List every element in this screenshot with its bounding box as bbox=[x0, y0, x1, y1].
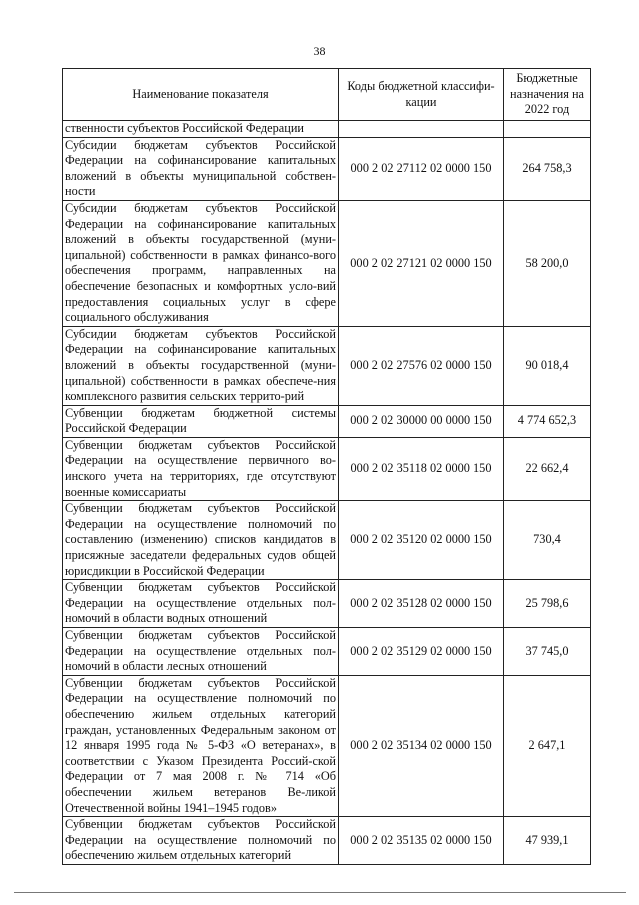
header-code: Коды бюджетной классифи-кации bbox=[339, 69, 504, 121]
row-code: 000 2 02 27121 02 0000 150 bbox=[339, 200, 504, 326]
row-value: 25 798,6 bbox=[504, 580, 591, 628]
row-name: Субвенции бюджетам субъектов Российской Федерации на осуществление полномочий по обеспечению жильем отдельных категорий граждан, установленных Федеральным законом от 12 января 1995 года № 5-ФЗ «О ветеранах», в соответствии с Указом Президента Россий-ской Федерации от 7 мая 2008 г. № 714 «Об обеспечении жильем ветеранов Ве-ликой Отечественной войны 1941–1945 годов» bbox=[63, 675, 339, 816]
row-name: Субвенции бюджетам субъектов Российской Федерации на осуществление отдельных пол-номочий в области водных отношений bbox=[63, 580, 339, 628]
row-value: 264 758,3 bbox=[504, 137, 591, 200]
row-value: 22 662,4 bbox=[504, 437, 591, 500]
table-row bbox=[63, 817, 591, 865]
table-row bbox=[63, 200, 591, 326]
row-name: Субсидии бюджетам субъектов Российской Федерации на софинансирование капитальных вложений в объекты государственной (муни-ципальной) собственности в рамках обеспече-ния комплексного развития сельских террито-рий bbox=[63, 326, 339, 405]
row-value: 47 939,1 bbox=[504, 817, 591, 865]
row-name: Субсидии бюджетам субъектов Российской Федерации на софинансирование капитальных вложений в объекты государственной (муни-ципальной) собственности в рамках финансо-вого обеспечения программ, направленных на обеспечение безопасных и комфортных усло-вий предоставления социальных услуг в сфере социального обслуживания bbox=[63, 200, 339, 326]
row-value: 90 018,4 bbox=[504, 326, 591, 405]
row-name: ственности субъектов Российской Федерации bbox=[63, 121, 339, 138]
row-value: 730,4 bbox=[504, 501, 591, 580]
row-code: 000 2 02 35129 02 0000 150 bbox=[339, 628, 504, 676]
table-row bbox=[63, 121, 591, 138]
row-code: 000 2 02 35120 02 0000 150 bbox=[339, 501, 504, 580]
row-code: 000 2 02 27112 02 0000 150 bbox=[339, 137, 504, 200]
table-row bbox=[63, 628, 591, 676]
table-row bbox=[63, 405, 591, 437]
row-value bbox=[504, 121, 591, 138]
header-value: Бюджетные назначения на 2022 год bbox=[504, 69, 591, 121]
table-row bbox=[63, 675, 591, 816]
row-value: 4 774 652,3 bbox=[504, 405, 591, 437]
row-name: Субвенции бюджетам бюджетной системы Российской Федерации bbox=[63, 405, 339, 437]
row-code: 000 2 02 27576 02 0000 150 bbox=[339, 326, 504, 405]
header-name: Наименование показателя bbox=[63, 69, 339, 121]
row-value: 37 745,0 bbox=[504, 628, 591, 676]
row-value: 2 647,1 bbox=[504, 675, 591, 816]
row-name: Субвенции бюджетам субъектов Российской Федерации на осуществление полномочий по составлению (изменению) списков кандидатов в присяжные заседатели федеральных судов общей юрисдикции в Российской Федерации bbox=[63, 501, 339, 580]
row-value: 58 200,0 bbox=[504, 200, 591, 326]
table-row bbox=[63, 326, 591, 405]
table-row bbox=[63, 501, 591, 580]
row-code: 000 2 02 35135 02 0000 150 bbox=[339, 817, 504, 865]
table-row bbox=[63, 137, 591, 200]
row-name: Субвенции бюджетам субъектов Российской Федерации на осуществление полномочий по обеспечению жильем отдельных категорий bbox=[63, 817, 339, 865]
row-name: Субвенции бюджетам субъектов Российской Федерации на осуществление отдельных пол-номочий в области лесных отношений bbox=[63, 628, 339, 676]
row-name: Субвенции бюджетам субъектов Российской Федерации на осуществление первичного во-инского учета на территориях, где отсутствуют военные комиссариаты bbox=[63, 437, 339, 500]
page-number: 38 bbox=[313, 44, 326, 58]
row-code bbox=[339, 121, 504, 138]
row-code: 000 2 02 30000 00 0000 150 bbox=[339, 405, 504, 437]
row-code: 000 2 02 35128 02 0000 150 bbox=[339, 580, 504, 628]
footer-rule bbox=[14, 892, 626, 893]
header-row bbox=[63, 69, 591, 121]
row-code: 000 2 02 35134 02 0000 150 bbox=[339, 675, 504, 816]
table-row bbox=[63, 580, 591, 628]
row-code: 000 2 02 35118 02 0000 150 bbox=[339, 437, 504, 500]
table-row bbox=[63, 437, 591, 500]
row-name: Субсидии бюджетам субъектов Российской Федерации на софинансирование капитальных вложений в объекты муниципальной собствен-ности bbox=[63, 137, 339, 200]
budget-table bbox=[62, 68, 591, 865]
